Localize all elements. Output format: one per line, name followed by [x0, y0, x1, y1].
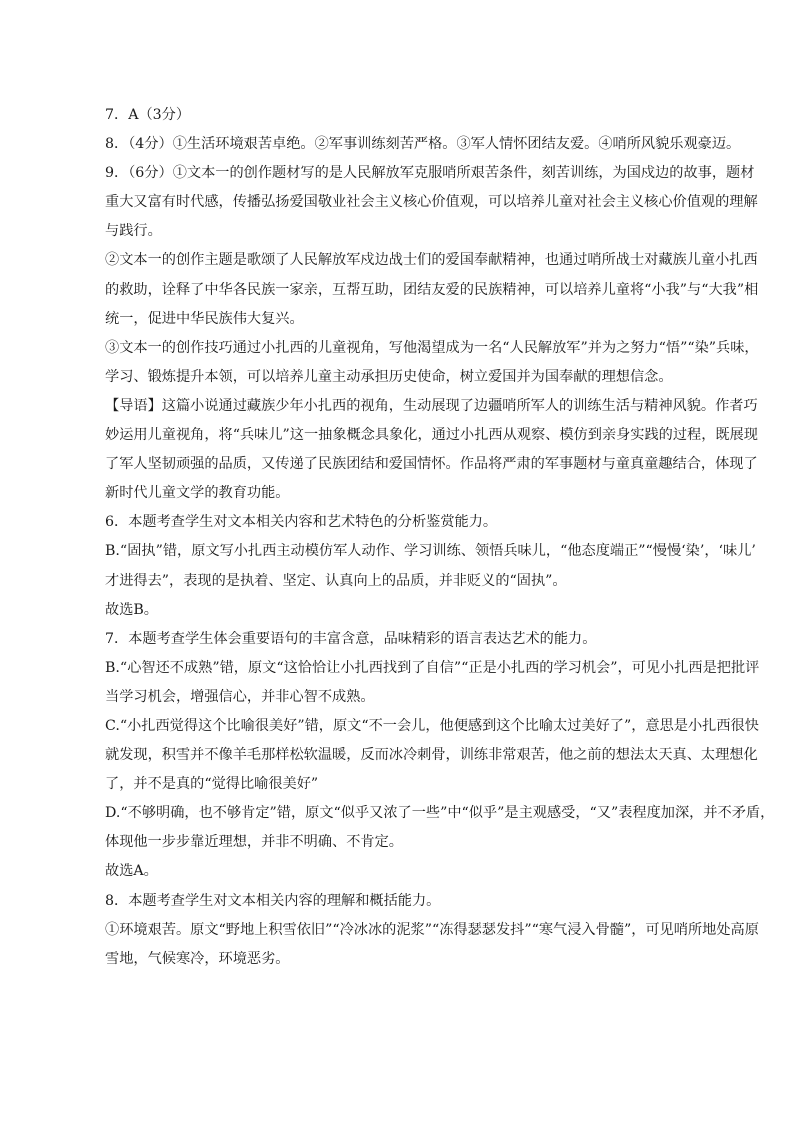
text-line: D.“不够明确，也不够肯定”错，原文“似乎又浓了一些”中“似乎”是主观感受，“又”表程度加深，并不矛盾，: [105, 805, 775, 822]
explanation-7-heading: 7．本题考查学生体会重要语句的丰富含意，品味精彩的语言表达艺术的能力。: [105, 630, 597, 647]
text-line: 当学习机会，增强信心，并非心智不成熟。: [105, 688, 375, 705]
text-line: 与践行。: [105, 223, 162, 240]
text-line: ②文本一的创作主题是歌颂了人民解放军戍边战士们的爱国奉献精神，也通过哨所战士对藏族儿童小扎西: [105, 252, 758, 269]
answer-7-line: 7．A（3分）: [105, 107, 191, 123]
text-line: 重大又富有时代感，传播弘扬爱国敬业社会主义核心价值观，可以培养儿童对社会主义核心价值观的理解: [105, 194, 758, 211]
guide-line: 【导语】这篇小说通过藏族少年小扎西的视角，生动展现了边疆哨所军人的训练生活与精神风貌。作者巧: [105, 397, 758, 414]
explanation-8-heading: 8．本题考查学生对文本相关内容的理解和概括能力。: [105, 892, 441, 909]
text-line: B.“固执”错，原文写小扎西主动模仿军人动作、学习训练、领悟兵味儿，“他态度端正”“慢慢‘染’，‘味儿’: [105, 543, 756, 560]
text-line: 的救助，诠释了中华各民族一家亲，互帮互助，团结友爱的民族精神，可以培养儿童将“小我”与“大我”相: [105, 281, 759, 298]
explanation-6-heading: 6．本题考查学生对文本相关内容和艺术特色的分析鉴赏能力。: [105, 514, 498, 531]
answer-text-block: [105, 101, 775, 974]
text-line: 新时代儿童文学的教育功能。: [105, 485, 290, 502]
text-line: ①环境艰苦。原文“野地上积雪依旧”“冷冰冰的泥浆”“冻得瑟瑟发抖”“寒气浸入骨髓”，可见哨所地处高原: [105, 921, 759, 938]
answer-8-line: 8．（4分）①生活环境艰苦卓绝。②军事训练刻苦严格。③军人情怀团结友爱。④哨所风貌乐观豪迈。: [105, 136, 741, 153]
text-line: B.“心智还不成熟”错，原文“这恰恰让小扎西找到了自信”“正是小扎西的学习机会”，可见小扎西是把批评: [105, 659, 760, 676]
text-line: 统一，促进中华民族伟大复兴。: [105, 310, 304, 327]
text-line: 就发现，积雪并不像羊毛那样松软温暖，反而冰冷刺骨，训练非常艰苦，他之前的想法太天真、太理想化: [105, 747, 758, 764]
text-line: 妙运用儿童视角，将“兵味儿”这一抽象概念具象化，通过小扎西从观察、模仿到亲身实践的过程，既展现: [105, 427, 758, 444]
text-line: 体现他一步步靠近理想，并非不明确、不肯定。: [105, 834, 403, 851]
text-line: 了军人坚韧顽强的品质，又传递了民族团结和爱国情怀。作品将严肃的军事题材与童真童趣结合，体现了: [105, 456, 758, 473]
text-line: 雪地，气候寒冷，环境恶劣。: [105, 950, 290, 967]
answer-9-line: 9．（6分）①文本一的创作题材写的是人民解放军克服哨所艰苦条件，刻苦训练，为国戍边的故事，题材: [105, 165, 755, 182]
choice-line: 故选B。: [105, 601, 158, 618]
text-line: C.“小扎西觉得这个比喻很美好”错，原文“不一会儿，他便感到这个比喻太过美好了”，意思是小扎西很快: [105, 717, 759, 734]
text-line: ③文本一的创作技巧通过小扎西的儿童视角，写他渴望成为一名“人民解放军”并为之努力“悟”“染”兵味，: [105, 339, 759, 356]
text-line: 了，并不是真的“觉得比喻很美好”: [105, 776, 319, 793]
text-line: 学习、锻炼提升本领，可以培养儿童主动承担历史使命，树立爱国并为国奉献的理想信念。: [105, 368, 673, 385]
text-line: 才进得去”，表现的是执着、坚定、认真向上的品质，并非贬义的“固执”。: [105, 572, 567, 589]
choice-line: 故选A。: [105, 863, 158, 880]
